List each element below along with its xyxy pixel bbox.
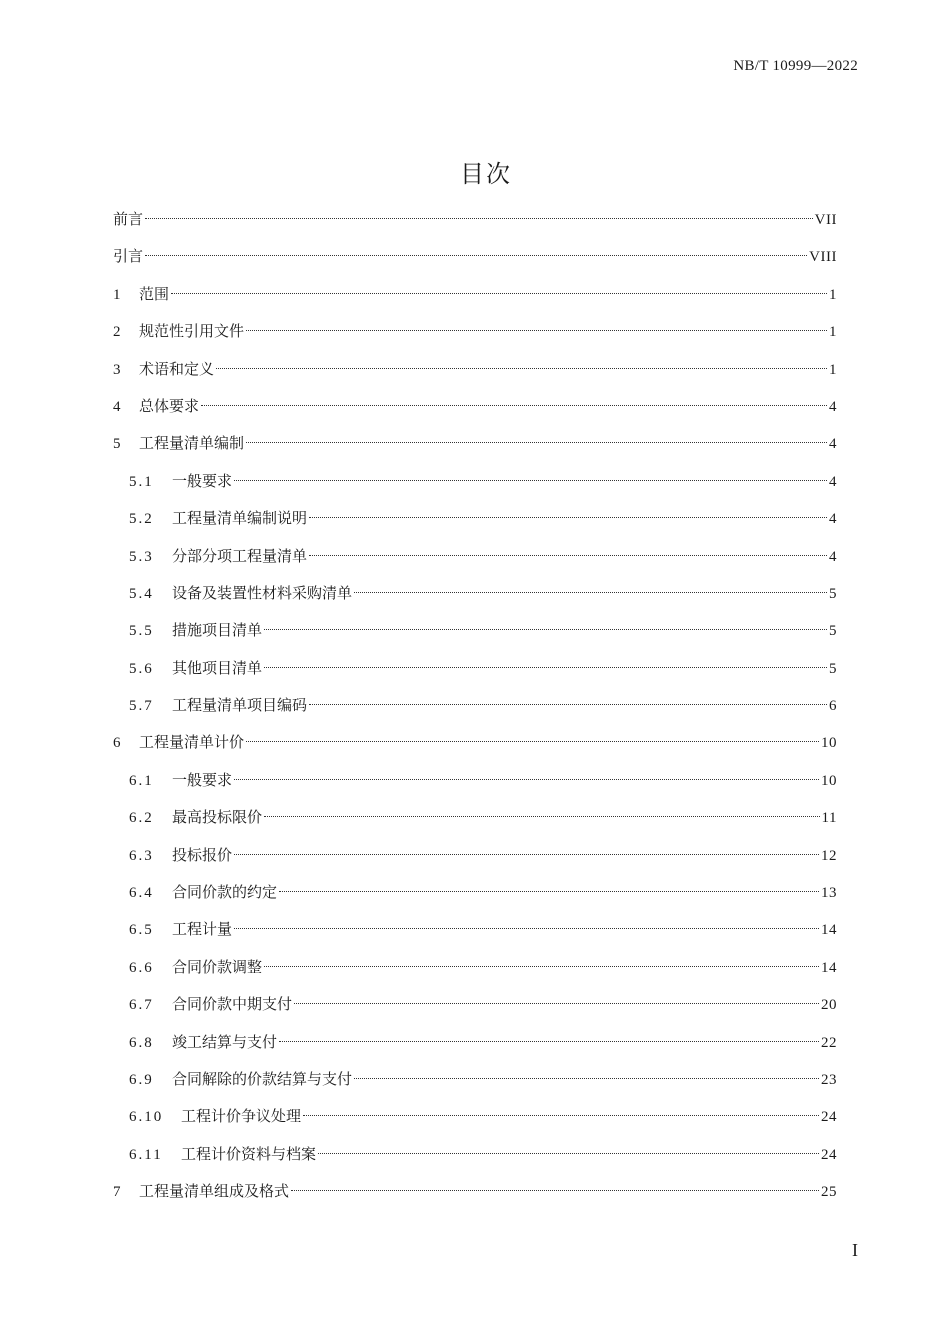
page-number: I [852,1240,858,1260]
toc-entry-number: 6.10 [129,1109,164,1126]
toc-entry[interactable] [113,205,837,242]
toc-entry-title: 范围 [139,284,170,303]
toc-dot-leader [309,555,827,556]
table-of-contents [113,205,837,1215]
toc-dot-leader [264,966,819,967]
toc-entry-page: 14 [821,959,837,976]
toc-entry[interactable] [113,953,837,990]
toc-entry[interactable] [113,579,837,616]
toc-entry[interactable] [113,915,837,952]
toc-entry-number: 7 [113,1184,121,1201]
toc-dot-leader [318,1153,819,1154]
toc-entry-page: 13 [821,885,837,902]
toc-entry-number: 6.8 [129,1034,154,1051]
toc-entry-page: 25 [821,1184,837,1201]
toc-dot-leader [279,891,819,892]
toc-entry-title: 其他项目清单 [172,658,263,677]
toc-entry-page: 23 [821,1071,837,1088]
toc-dot-leader [264,667,827,668]
toc-entry-number: 6.2 [129,810,154,827]
toc-entry-number: 5.7 [129,698,154,715]
toc-entry-number: 6.5 [129,922,154,939]
toc-entry-page: 4 [829,511,837,528]
toc-entry-title: 设备及装置性材料采购清单 [172,583,353,602]
toc-entry-number: 6.3 [129,847,154,864]
toc-entry-page: 5 [829,623,837,640]
toc-entry[interactable] [113,392,837,429]
toc-entry-page: VII [814,212,837,228]
toc-entry[interactable] [113,317,837,354]
toc-entry-number: 6.11 [129,1146,163,1163]
toc-entry-page: 1 [829,324,837,341]
toc-dot-leader [246,330,827,331]
toc-entry-page: 24 [821,1146,837,1163]
toc-entry-number: 3 [113,361,121,378]
toc-entry-title: 工程量清单编制说明 [172,509,308,528]
toc-dot-leader [234,480,827,481]
toc-entry-title: 合同解除的价款结算与支付 [172,1069,353,1088]
toc-entry[interactable] [113,242,837,279]
toc-entry-title: 工程计量 [172,920,233,939]
toc-dot-leader [309,704,827,705]
toc-dot-leader [264,816,820,817]
toc-entry[interactable] [113,691,837,728]
toc-entry[interactable] [113,728,837,765]
toc-dot-leader [279,1041,819,1042]
toc-entry-title: 引言 [113,247,144,266]
toc-entry[interactable] [113,1140,837,1177]
toc-entry-title: 一般要求 [172,770,233,789]
toc-entry[interactable] [113,429,837,466]
toc-entry-title: 投标报价 [172,845,233,864]
toc-entry-title: 工程量清单计价 [139,733,245,752]
toc-entry-title: 工程量清单组成及格式 [139,1182,290,1201]
toc-entry[interactable] [113,1102,837,1139]
toc-entry-title: 前言 [113,210,144,228]
page-title: 目次 [460,160,512,188]
toc-entry-page: 4 [829,436,837,453]
toc-entry-title: 最高投标限价 [172,808,263,827]
toc-entry[interactable] [113,1177,837,1214]
toc-entry-title: 工程计价资料与档案 [181,1144,317,1163]
toc-dot-leader [145,218,813,219]
toc-entry-page: 24 [821,1109,837,1126]
toc-dot-leader [303,1115,819,1116]
toc-entry-page: 4 [829,473,837,490]
toc-entry-page: 1 [829,286,837,303]
toc-entry[interactable] [113,280,837,317]
toc-entry-number: 6.1 [129,772,154,789]
toc-entry-title: 总体要求 [139,396,200,415]
toc-entry[interactable] [113,654,837,691]
toc-entry-title: 合同价款调整 [172,957,263,976]
toc-entry[interactable] [113,1065,837,1102]
toc-entry-page: 6 [829,698,837,715]
toc-dot-leader [264,629,827,630]
toc-entry-title: 一般要求 [172,471,233,490]
toc-entry-number: 6 [113,735,121,752]
toc-entry[interactable] [113,878,837,915]
toc-entry-title: 工程计价争议处理 [181,1107,302,1126]
toc-entry-title: 竣工结算与支付 [172,1032,278,1051]
toc-dot-leader [234,854,819,855]
toc-entry-page: 14 [821,922,837,939]
toc-entry-page: 12 [821,847,837,864]
toc-entry-page: 11 [821,810,837,827]
toc-entry-page: 10 [821,735,837,752]
toc-entry-page: 10 [821,772,837,789]
toc-entry-number: 6.9 [129,1071,154,1088]
toc-entry-number: 5.5 [129,623,154,640]
toc-entry-title: 规范性引用文件 [139,322,245,341]
toc-entry-number: 6.6 [129,959,154,976]
toc-entry-page: 20 [821,997,837,1014]
toc-entry-number: 6.7 [129,997,154,1014]
toc-entry-page: 5 [829,660,837,677]
toc-entry-title: 合同价款的约定 [172,883,278,902]
toc-dot-leader [234,779,819,780]
toc-entry[interactable] [113,766,837,803]
toc-dot-leader [309,517,827,518]
toc-entry-number: 2 [113,324,121,341]
toc-entry[interactable] [113,616,837,653]
toc-entry[interactable] [113,803,837,840]
toc-dot-leader [354,592,827,593]
toc-dot-leader [246,442,827,443]
toc-dot-leader [294,1003,819,1004]
toc-entry-title: 工程量清单项目编码 [172,696,308,715]
toc-entry-page: 1 [829,361,837,378]
toc-entry-number: 1 [113,286,121,303]
toc-entry[interactable] [113,355,837,392]
toc-entry-page: 4 [829,548,837,565]
toc-entry-title: 术语和定义 [139,359,215,378]
toc-entry-title: 措施项目清单 [172,621,263,640]
standard-code: NB/T 10999—2022 [733,58,858,74]
toc-entry[interactable] [113,990,837,1027]
toc-entry-number: 5.6 [129,660,154,677]
toc-entry-title: 工程量清单编制 [139,434,245,453]
toc-dot-leader [354,1078,819,1079]
toc-entry-number: 5.3 [129,548,154,565]
toc-entry-page: 5 [829,585,837,602]
toc-entry-title: 合同价款中期支付 [172,995,293,1014]
toc-entry-number: 5.1 [129,473,154,490]
toc-entry-number: 5 [113,436,121,453]
toc-dot-leader [145,255,807,256]
toc-entry[interactable] [113,841,837,878]
toc-entry-page: VIII [809,249,837,266]
toc-entry[interactable] [113,542,837,579]
toc-entry[interactable] [113,467,837,504]
toc-entry[interactable] [113,504,837,541]
toc-dot-leader [216,368,827,369]
toc-dot-leader [246,741,819,742]
toc-dot-leader [234,928,819,929]
toc-entry-page: 4 [829,398,837,415]
toc-entry-number: 4 [113,398,121,415]
toc-entry-number: 5.4 [129,585,154,602]
toc-entry-number: 6.4 [129,885,154,902]
toc-dot-leader [201,405,827,406]
toc-dot-leader [291,1190,819,1191]
toc-dot-leader [171,293,827,294]
toc-entry-number: 5.2 [129,511,154,528]
toc-entry-page: 22 [821,1034,837,1051]
toc-entry[interactable] [113,1028,837,1065]
toc-entry-title: 分部分项工程量清单 [172,546,308,565]
